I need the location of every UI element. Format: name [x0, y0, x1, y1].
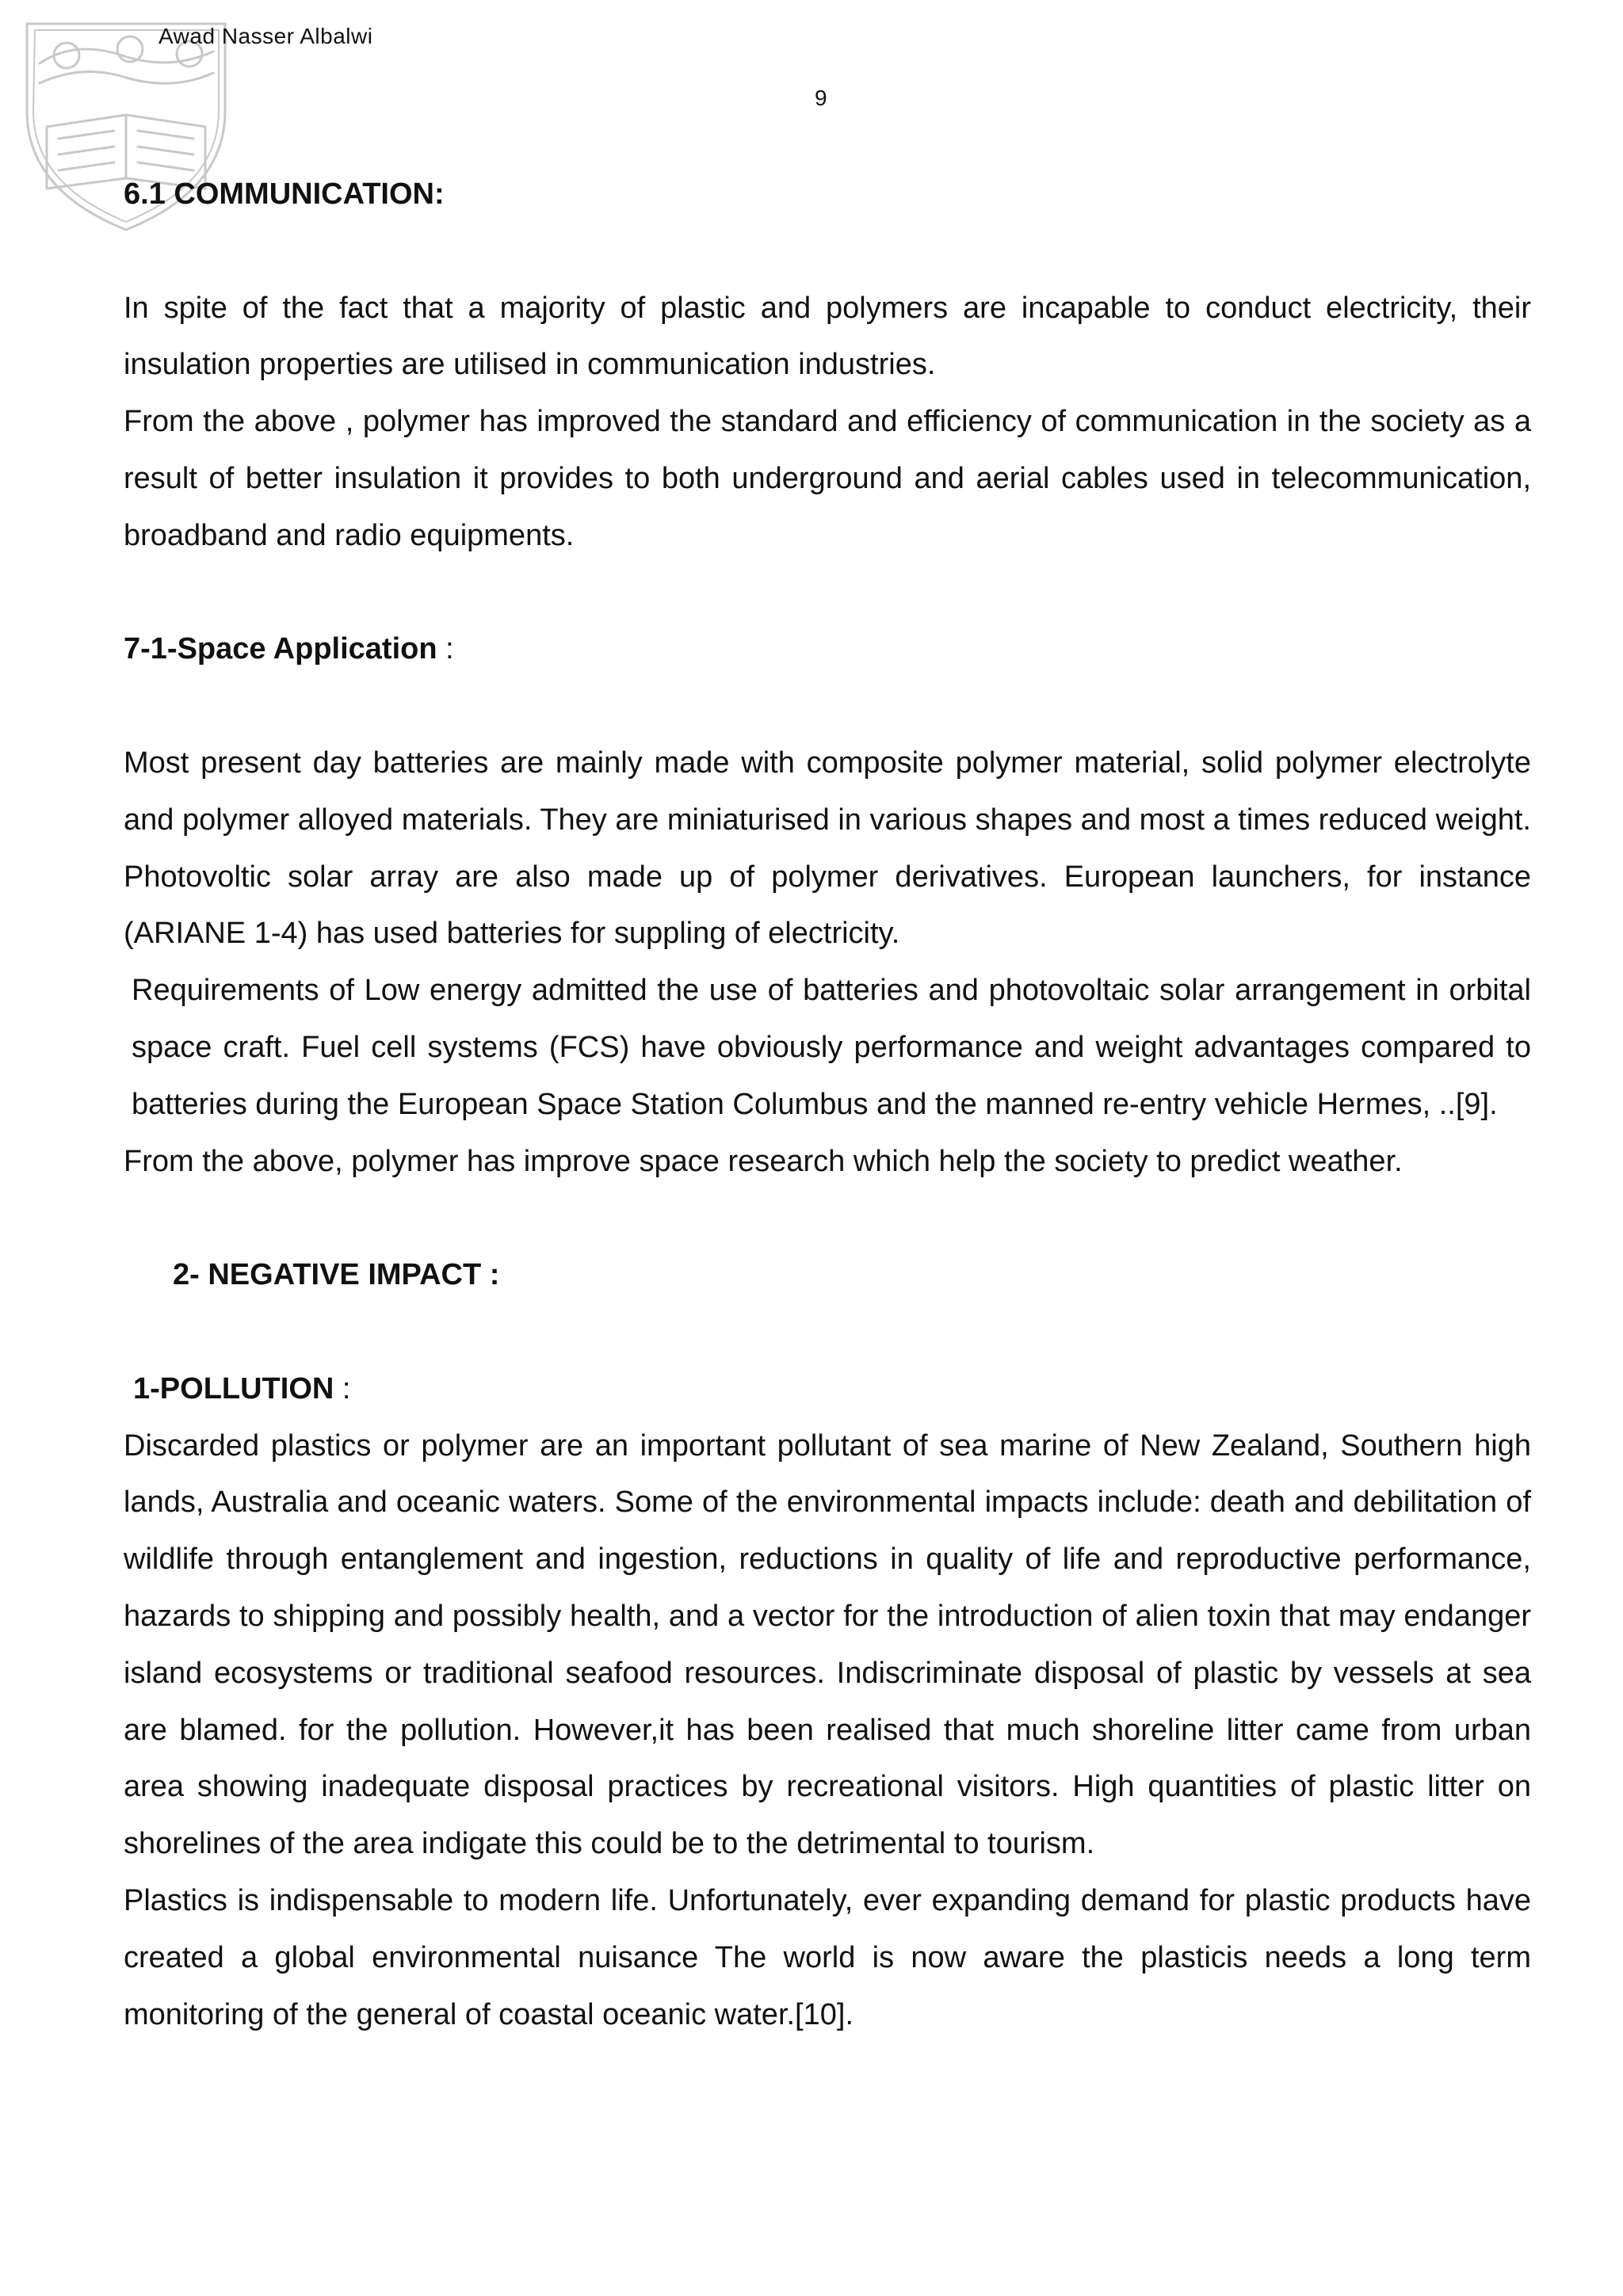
space-heading-text: 7-1-Space Application [124, 632, 437, 666]
paragraph-space-2: Requirements of Low energy admitted the use of batteries and photovoltaic solar arrangement in orbital space craft. Fuel cell systems (FCS) have obviously performance and weight advantages compared to batteries during the European Space Station Columbus and the manned re-entry vehicle Hermes, ..[9]. [132, 974, 1531, 1121]
paragraph-pollution-2: Plastics is indispensable to modern life. Unfortunately, ever expanding demand for plastic products have created a global environmental nuisance The world is now aware the plasticis needs a long term monitoring of the general of coastal oceanic water.[10]. [124, 1883, 1531, 2031]
paragraph-communication-2: From the above , polymer has improved the standard and efficiency of communication in the society as a result of better insulation it provides to both underground and aerial cables used in telecommunication, broadband and radio equipments. [124, 405, 1531, 552]
pollution-heading-colon: : [334, 1371, 351, 1405]
pollution-heading-text: 1-POLLUTION [133, 1371, 334, 1405]
section-heading-communication: 6.1 COMMUNICATION: [124, 177, 445, 211]
paragraph-space-3: From the above, polymer has improve space research which help the society to predict weather. [124, 1144, 1403, 1178]
author-name: Awad Nasser Albalwi [158, 24, 373, 48]
section-heading-pollution [124, 1361, 1531, 1418]
space-heading-colon: : [437, 632, 454, 666]
paragraph-space-1: Most present day batteries are mainly made with composite polymer material, solid polymer electrolyte and polymer alloyed materials. They are miniaturised in various shapes and most a times reduced weight. Photovoltic solar array are also made up of polymer derivatives. European launchers, for instance (ARIANE 1-4) has used batteries for suppling of electricity. [124, 746, 1531, 951]
page-body [124, 166, 1531, 2043]
page-number: 9 [815, 86, 827, 110]
paragraph-pollution-1: Discarded plastics or polymer are an important pollutant of sea marine of New Zealand, Southern high lands, Australia and oceanic waters. Some of the environmental impacts include: death and debilitation of wildlife through entanglement and ingestion, reductions in quality of life and reproductive performance, hazards to shipping and possibly health, and a vector for the introduction of alien toxin that may endanger island ecosystems or traditional seafood resources. Indiscriminate disposal of plastic by vessels at sea are blamed. for the pollution. However,it has been realised that much shoreline litter came from urban area showing inadequate disposal practices by recreational visitors. High quantities of plastic litter on shorelines of the area indigate this could be to the detrimental to tourism. [124, 1428, 1531, 1861]
section-heading-negative-impact: 2- NEGATIVE IMPACT : [173, 1258, 500, 1292]
paragraph-communication-1: In spite of the fact that a majority of plastic and polymers are incapable to conduct electricity, their insulation properties are utilised in communication industries. [124, 291, 1531, 382]
section-heading-space-application [124, 621, 1531, 678]
